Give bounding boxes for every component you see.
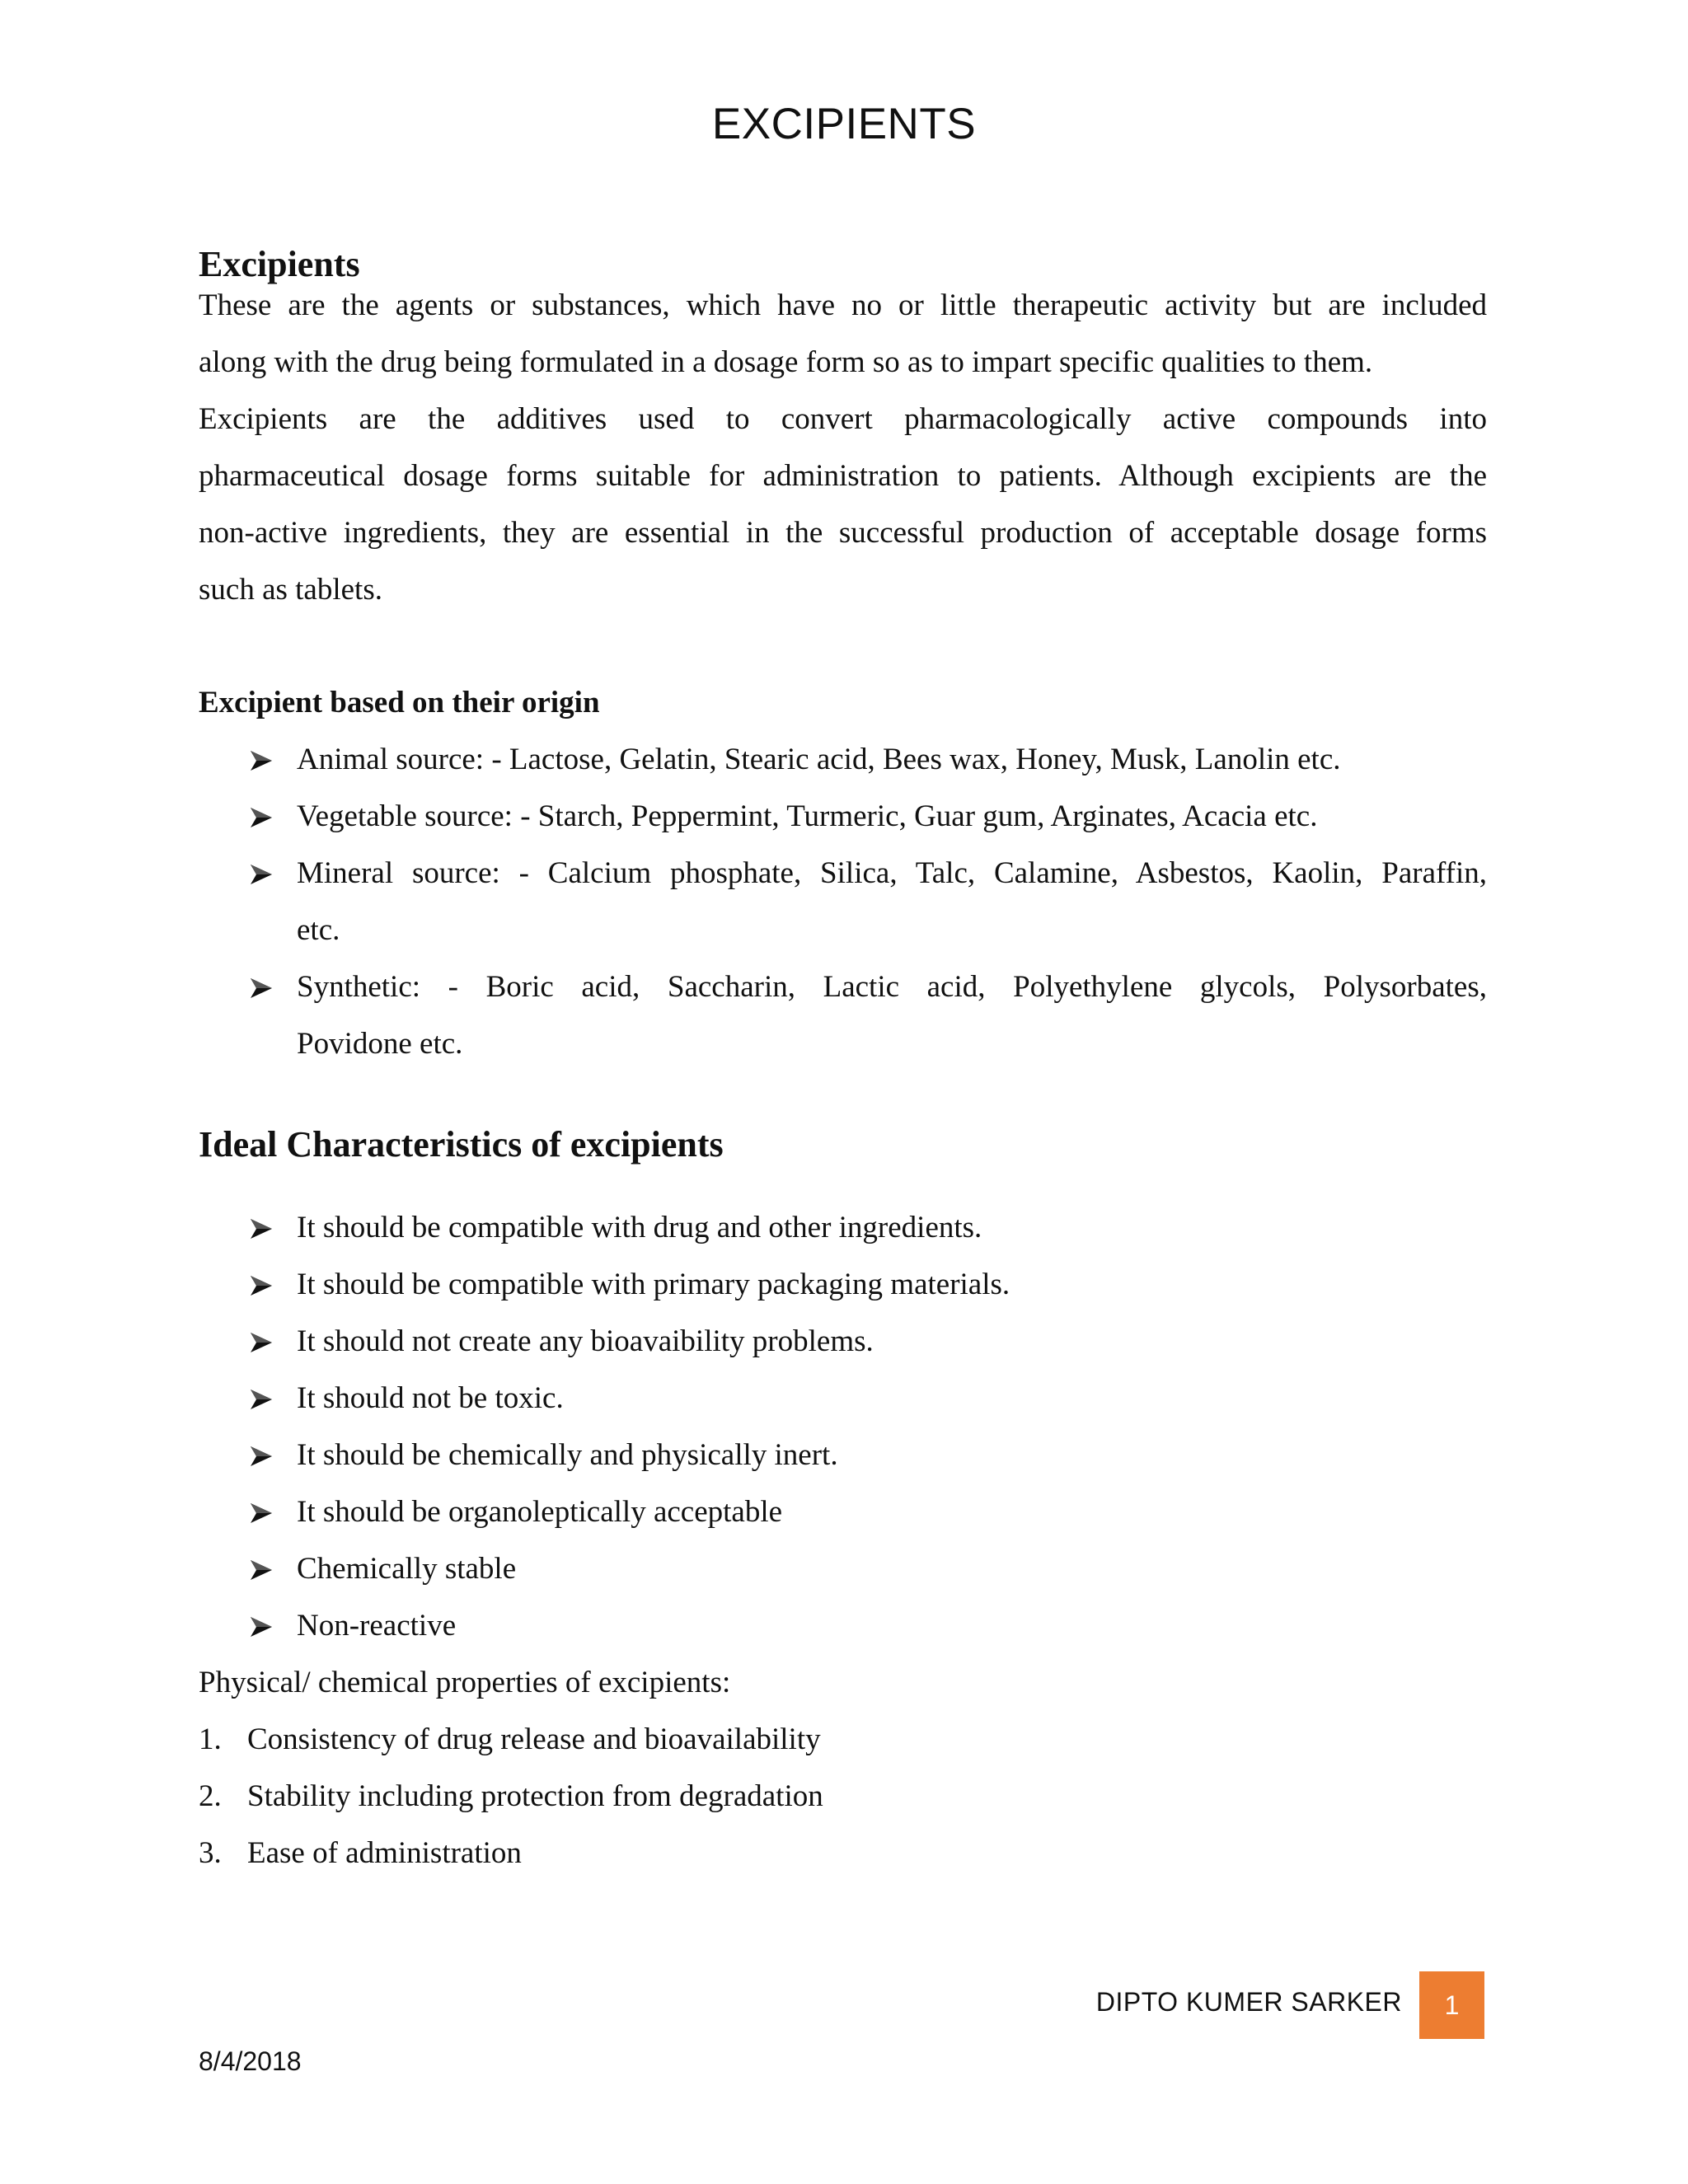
origin-item-text: Synthetic: - Boric acid, Saccharin, Lactic acid, Polyethylene glycols, Polysorbates,	[297, 970, 1487, 1004]
page-title: EXCIPIENTS	[711, 100, 977, 148]
ideal-item-text: Non-reactive	[297, 1609, 457, 1643]
origin-item-text: etc.	[297, 913, 340, 947]
arrowhead-bullet-icon	[250, 1313, 274, 1370]
origin-item-text: Mineral source: - Calcium phosphate, Silica, Talc, Calamine, Asbestos, Kaolin, Paraffin,	[297, 856, 1487, 890]
arrowhead-bullet-icon	[250, 788, 274, 845]
arrowhead-bullet-icon	[250, 1540, 274, 1597]
ideal-item-text: It should be chemically and physically inert.	[297, 1438, 838, 1472]
arrowhead-bullet-icon	[250, 958, 274, 1015]
ideal-item-text: It should be compatible with primary packaging materials.	[297, 1268, 1010, 1301]
properties-list	[199, 1711, 823, 1882]
intro-line: These are the agents or substances, which have no or little therapeutic activity but are included	[199, 288, 1487, 322]
list-item	[199, 788, 1487, 845]
intro-line: such as tablets.	[199, 573, 382, 607]
arrowhead-bullet-icon	[250, 1427, 274, 1483]
list-item	[199, 1370, 1487, 1427]
footer-date: 8/4/2018	[199, 2046, 302, 2076]
subheading-origin: Excipient based on their origin	[199, 686, 600, 719]
intro-line: pharmaceutical dosage forms suitable for administration to patients. Although excipients are the	[199, 459, 1487, 493]
list-item	[199, 1256, 1487, 1313]
list-number: 3.	[199, 1836, 222, 1870]
page-number-badge: 1	[1419, 1971, 1484, 2039]
list-item	[199, 1711, 823, 1768]
list-item	[199, 1427, 1487, 1483]
intro-line: non-active ingredients, they are essential in the successful production of acceptable dosage forms	[199, 516, 1487, 550]
list-item	[199, 1768, 823, 1825]
arrowhead-bullet-icon	[250, 1199, 274, 1256]
origin-item-text: Povidone etc.	[297, 1027, 463, 1061]
property-item-text: Stability including protection from degradation	[247, 1779, 823, 1813]
list-item	[199, 1597, 1487, 1654]
list-item	[199, 845, 1487, 958]
arrowhead-bullet-icon	[250, 1597, 274, 1654]
ideal-item-text: Chemically stable	[297, 1552, 517, 1586]
arrowhead-bullet-icon	[250, 1483, 274, 1540]
arrowhead-bullet-icon	[250, 1256, 274, 1313]
footer-author: DIPTO KUMER SARKER	[1095, 1987, 1402, 2017]
list-item	[199, 958, 1487, 1072]
origin-item-text: Animal source: - Lactose, Gelatin, Stearic acid, Bees wax, Honey, Musk, Lanolin etc.	[297, 743, 1341, 776]
section-heading-ideal: Ideal Characteristics of excipients	[199, 1124, 724, 1165]
arrowhead-bullet-icon	[250, 845, 274, 902]
list-number: 1.	[199, 1722, 222, 1756]
ideal-item-text: It should not create any bioavaibility problems.	[297, 1324, 874, 1358]
origin-list	[199, 731, 1487, 1072]
ideal-list	[199, 1199, 1487, 1654]
ideal-item-text: It should be organoleptically acceptable	[297, 1495, 783, 1529]
intro-line: Excipients are the additives used to convert pharmacologically active compounds into	[199, 402, 1487, 436]
intro-line: along with the drug being formulated in a dosage form so as to impart specific qualities to them.	[199, 345, 1373, 379]
ideal-item-text: It should be compatible with drug and other ingredients.	[297, 1211, 982, 1244]
section-heading-excipients: Excipients	[199, 244, 360, 284]
list-number: 2.	[199, 1779, 222, 1813]
origin-item-text: Vegetable source: - Starch, Peppermint, Turmeric, Guar gum, Arginates, Acacia etc.	[297, 799, 1318, 833]
property-item-text: Consistency of drug release and bioavailability	[247, 1722, 821, 1756]
list-item	[199, 731, 1487, 788]
list-item	[199, 1825, 823, 1882]
intro-paragraph	[199, 277, 1487, 618]
property-item-text: Ease of administration	[247, 1836, 522, 1870]
list-item	[199, 1483, 1487, 1540]
arrowhead-bullet-icon	[250, 731, 274, 788]
list-item	[199, 1540, 1487, 1597]
list-item	[199, 1199, 1487, 1256]
arrowhead-bullet-icon	[250, 1370, 274, 1427]
ideal-item-text: It should not be toxic.	[297, 1381, 564, 1415]
list-item	[199, 1313, 1487, 1370]
properties-intro: Physical/ chemical properties of excipients:	[199, 1666, 731, 1699]
